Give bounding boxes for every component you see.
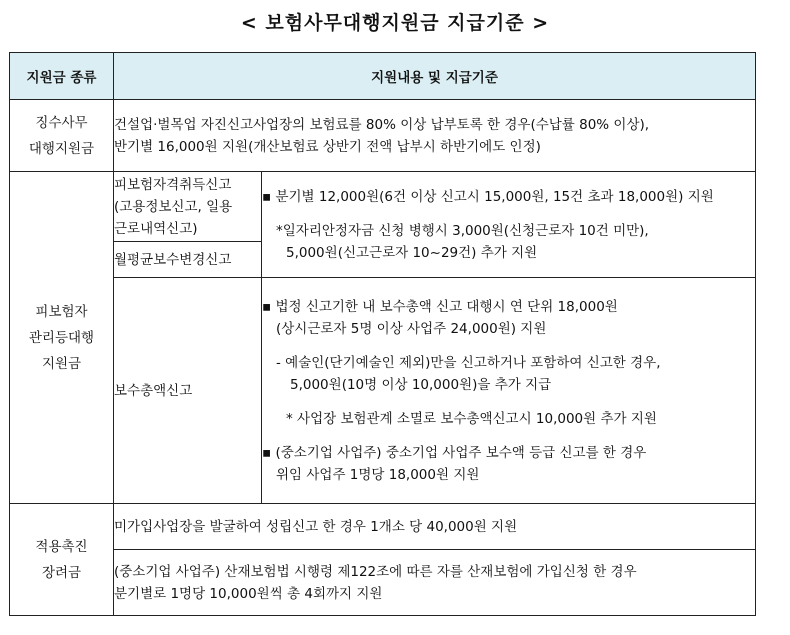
category-promotion: 적용촉진 장려금	[10, 504, 114, 616]
table-row	[10, 278, 756, 504]
subcategory-acquisition: 피보험자격취득신고 (고용정보신고, 일용 근로내역신고)	[114, 172, 262, 242]
header-type: 지원금 종류	[10, 53, 114, 100]
page-title: < 보험사무대행지원금 지급기준 >	[240, 12, 550, 34]
subcategory-wage-change: 월평균보수변경신고	[114, 242, 262, 278]
category-insured: 피보험자 관리등대행 지원금	[10, 172, 114, 504]
table-row	[10, 550, 756, 616]
table-header-row	[10, 53, 756, 100]
table-row	[10, 100, 756, 172]
category-collection: 징수사무 대행지원금	[10, 100, 114, 172]
header-content: 지원내용 및 지급기준	[114, 53, 756, 100]
content-promotion-2: (중소기업 사업주) 산재보험법 시행령 제122조에 따른 자를 산재보험에 가입신청 한 경우 분기별로 1명당 10,000원씩 총 4회까지 지원	[114, 550, 756, 616]
content-total-wage: ▪ 법정 신고기한 내 보수총액 신고 대행시 연 단위 18,000원 (상시근로자 5명 이상 사업주 24,000원) 지원 - 예술인(단기예술인 제외)만을 신고하거나 포함하여 신고한 경우, 5,000원(10명 이상 10,000원)을 추가 지급 * 사업장 보험관계 소멸로 보수총액신고시 10,000원 추가 지원 ▪ (중소기업 사업주) 중소기업 사업주 보수액 등급 신고를 한 경우 위임 사업주 1명당 18,000원 지원	[262, 278, 756, 504]
table-row	[10, 504, 756, 550]
table-row	[10, 172, 756, 242]
support-criteria-table	[9, 52, 756, 616]
subcategory-total-wage: 보수총액신고	[114, 278, 262, 504]
content-acquisition: ▪ 분기별 12,000원(6건 이상 신고시 15,000원, 15건 초과 18,000원) 지원 *일자리안정자금 신청 병행시 3,000원(신청근로자 10건 미만), 5,000원(신고근로자 10~29건) 추가 지원	[262, 172, 756, 278]
content-promotion-1: 미가입사업장을 발굴하여 성립신고 한 경우 1개소 당 40,000원 지원	[114, 504, 756, 550]
content-collection: 건설업·벌목업 자진신고사업장의 보험료를 80% 이상 납부토록 한 경우(수납률 80% 이상), 반기별 16,000원 지원(개산보험료 상반기 전액 납부시 하반기에도 인정)	[114, 100, 756, 172]
